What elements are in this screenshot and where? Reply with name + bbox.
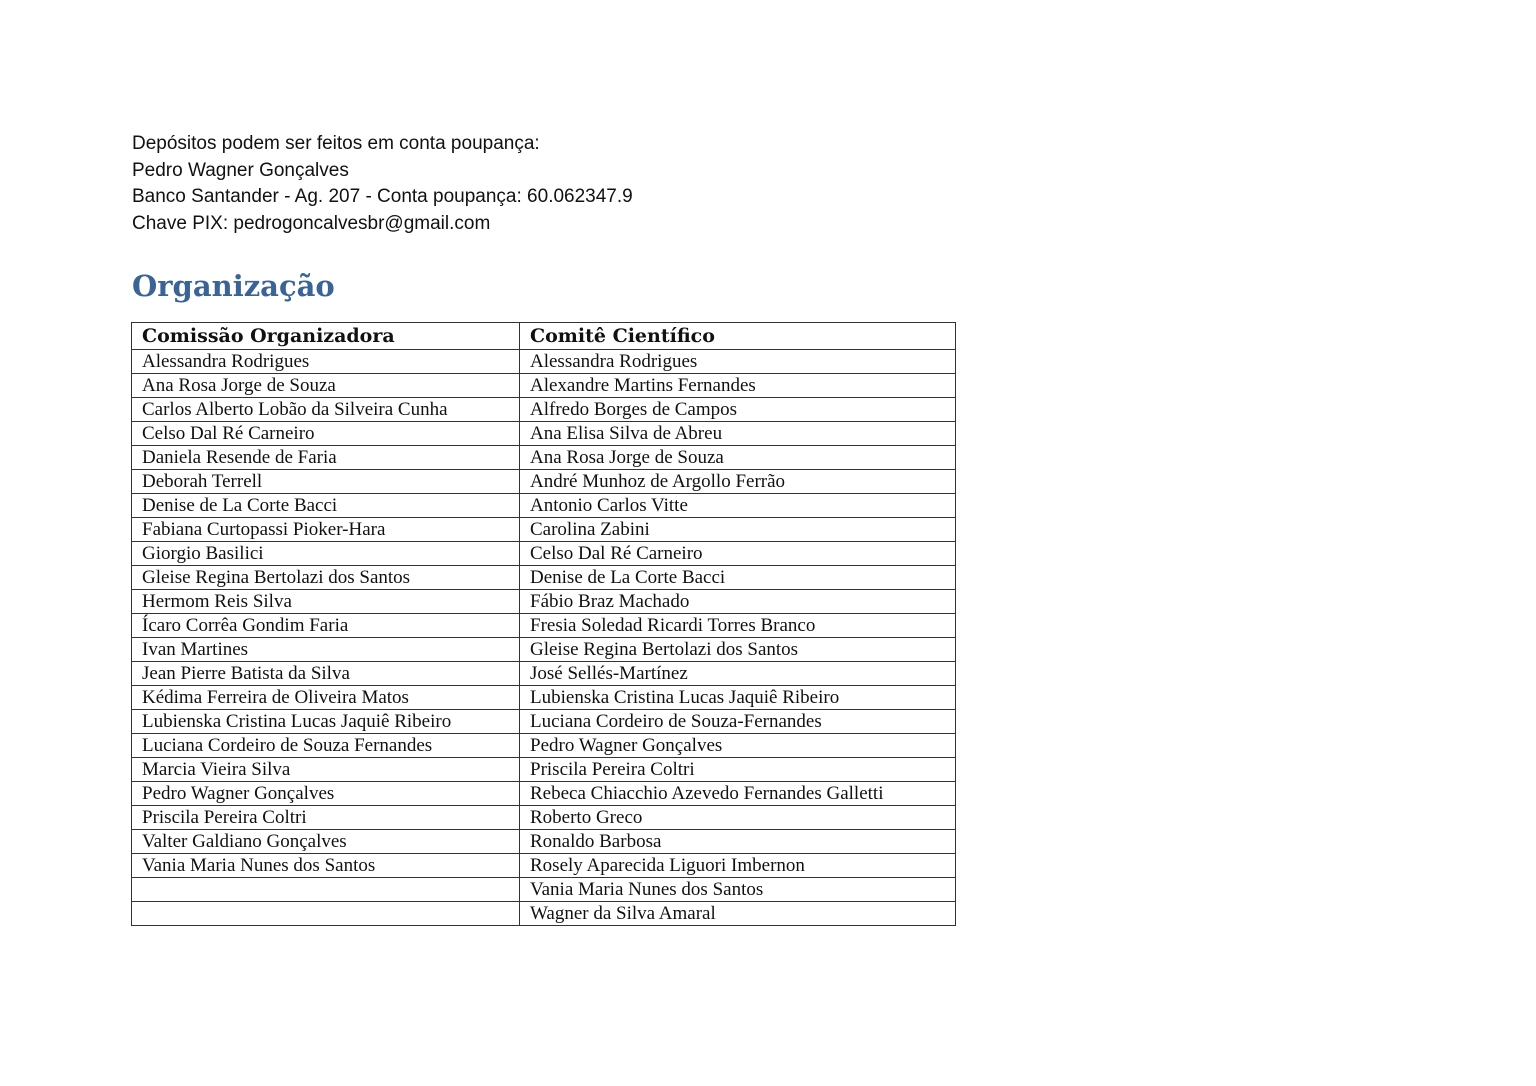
organizing-committee-member: Deborah Terrell [132,470,520,494]
table-row [132,422,956,446]
organizing-committee-member: Jean Pierre Batista da Silva [132,662,520,686]
pix-key-line: Chave PIX: pedrogoncalvesbr@gmail.com [132,212,491,234]
organizing-committee-member: Pedro Wagner Gonçalves [132,782,520,806]
organizing-committee-member [132,902,520,926]
scientific-committee-member: Alfredo Borges de Campos [520,398,956,422]
scientific-committee-member: Priscila Pereira Coltri [520,758,956,782]
account-holder-line: Pedro Wagner Gonçalves [132,159,349,181]
organizing-committee-member: Luciana Cordeiro de Souza Fernandes [132,734,520,758]
scientific-committee-member: Rosely Aparecida Liguori Imbernon [520,854,956,878]
organizing-committee-member: Valter Galdiano Gonçalves [132,830,520,854]
scientific-committee-member: Vania Maria Nunes dos Santos [520,878,956,902]
organization-table [131,322,956,926]
scientific-committee-member: Antonio Carlos Vitte [520,494,956,518]
table-row [132,566,956,590]
bank-account-line: Banco Santander - Ag. 207 - Conta poupança: 60.062347.9 [132,186,633,207]
scientific-committee-member: André Munhoz de Argollo Ferrão [520,470,956,494]
table-row [132,374,956,398]
scientific-committee-member: Fábio Braz Machado [520,590,956,614]
scientific-committee-member: Alexandre Martins Fernandes [520,374,956,398]
table-row [132,470,956,494]
table-row [132,350,956,374]
organizing-committee-member: Ivan Martines [132,638,520,662]
organizing-committee-member: Ana Rosa Jorge de Souza [132,374,520,398]
table-row [132,494,956,518]
organizing-committee-member: Marcia Vieira Silva [132,758,520,782]
table-row [132,542,956,566]
table-row [132,398,956,422]
table-row [132,854,956,878]
section-heading: Organização [132,269,335,303]
table-row [132,806,956,830]
scientific-committee-member: Pedro Wagner Gonçalves [520,734,956,758]
table-row [132,758,956,782]
table-row [132,830,956,854]
organizing-committee-member: Priscila Pereira Coltri [132,806,520,830]
header-scientific-committee: Comitê Científico [520,323,956,350]
header-organizing-committee: Comissão Organizadora [132,323,520,350]
organizing-committee-member: Carlos Alberto Lobão da Silveira Cunha [132,398,520,422]
table-row [132,878,956,902]
organizing-committee-member: Alessandra Rodrigues [132,350,520,374]
table-row [132,782,956,806]
table-body [132,350,956,926]
organizing-committee-member: Denise de La Corte Bacci [132,494,520,518]
scientific-committee-member: Alessandra Rodrigues [520,350,956,374]
scientific-committee-member: Denise de La Corte Bacci [520,566,956,590]
organizing-committee-member: Gleise Regina Bertolazi dos Santos [132,566,520,590]
organizing-committee-member: Giorgio Basilici [132,542,520,566]
table-row [132,446,956,470]
scientific-committee-member: Gleise Regina Bertolazi dos Santos [520,638,956,662]
scientific-committee-member: Carolina Zabini [520,518,956,542]
organizing-committee-member: Daniela Resende de Faria [132,446,520,470]
scientific-committee-member: Roberto Greco [520,806,956,830]
organizing-committee-member: Lubienska Cristina Lucas Jaquiê Ribeiro [132,710,520,734]
organizing-committee-member: Kédima Ferreira de Oliveira Matos [132,686,520,710]
organizing-committee-member: Hermom Reis Silva [132,590,520,614]
table-header-row [132,323,956,350]
scientific-committee-member: Lubienska Cristina Lucas Jaquiê Ribeiro [520,686,956,710]
deposit-info [132,131,633,237]
organizing-committee-member: Vania Maria Nunes dos Santos [132,854,520,878]
table-row [132,590,956,614]
table-row [132,638,956,662]
scientific-committee-member: Fresia Soledad Ricardi Torres Branco [520,614,956,638]
table-row [132,686,956,710]
scientific-committee-member: Rebeca Chiacchio Azevedo Fernandes Galletti [520,782,956,806]
table-row [132,902,956,926]
scientific-committee-member: Celso Dal Ré Carneiro [520,542,956,566]
organizing-committee-member: Fabiana Curtopassi Pioker-Hara [132,518,520,542]
organizing-committee-member: Celso Dal Ré Carneiro [132,422,520,446]
table-row [132,710,956,734]
scientific-committee-member: Wagner da Silva Amaral [520,902,956,926]
table-row [132,518,956,542]
scientific-committee-member: Ana Rosa Jorge de Souza [520,446,956,470]
table-row [132,662,956,686]
scientific-committee-member: Ronaldo Barbosa [520,830,956,854]
table-row [132,734,956,758]
organizing-committee-member [132,878,520,902]
scientific-committee-member: Luciana Cordeiro de Souza-Fernandes [520,710,956,734]
table-row [132,614,956,638]
scientific-committee-member: Ana Elisa Silva de Abreu [520,422,956,446]
scientific-committee-member: José Sellés-Martínez [520,662,956,686]
organizing-committee-member: Ícaro Corrêa Gondim Faria [132,614,520,638]
deposit-intro-line: Depósitos podem ser feitos em conta poupança: [132,133,540,154]
